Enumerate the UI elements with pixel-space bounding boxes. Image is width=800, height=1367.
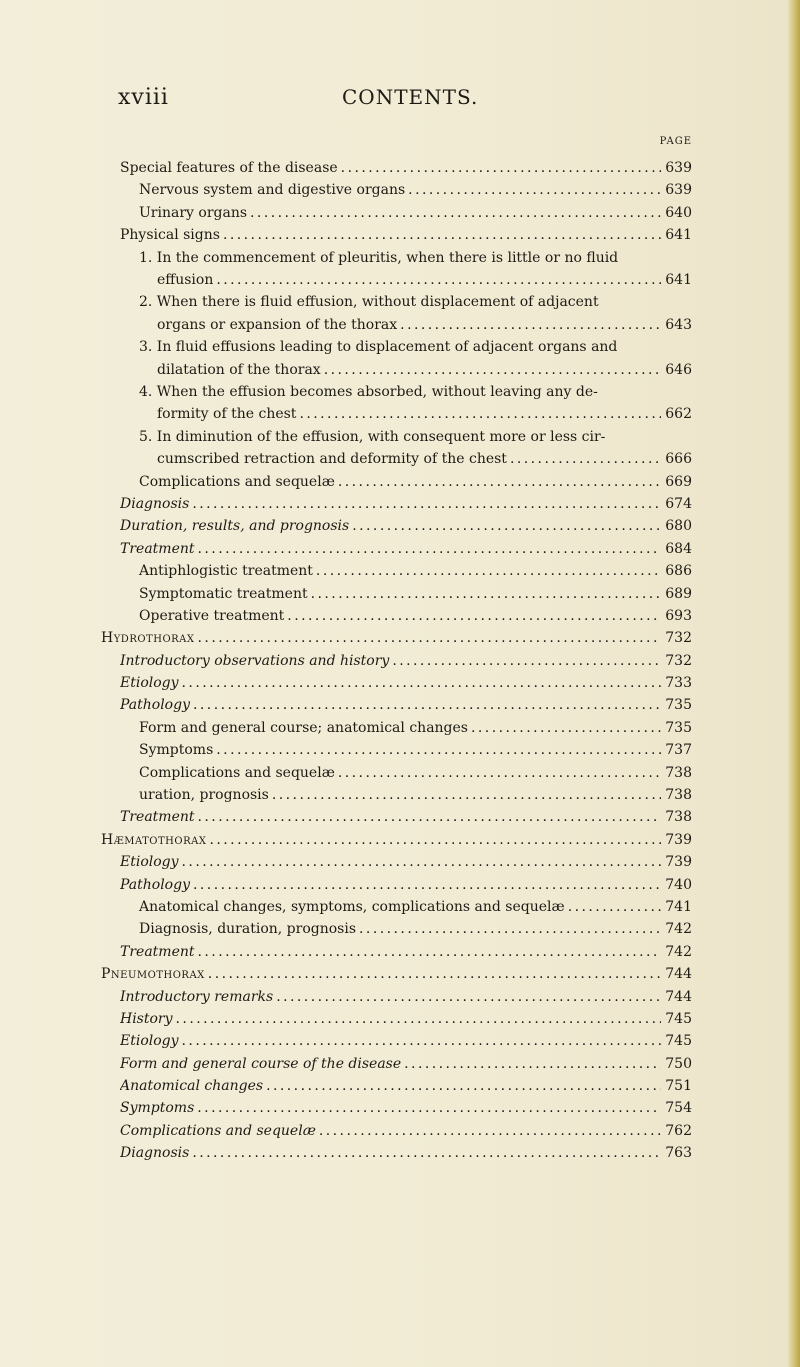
toc-entry-page: 643 xyxy=(665,316,692,333)
toc-entry-title: Hydrothorax xyxy=(101,630,195,647)
toc-entry xyxy=(120,1097,692,1119)
toc-entry-title: Complications and sequelæ xyxy=(139,764,335,781)
toc-entry-page: 666 xyxy=(665,451,692,468)
toc-entry-title: 3. In fluid effusions leading to displacement of adjacent organs and xyxy=(139,339,618,356)
toc-entry xyxy=(120,874,692,896)
toc-entry-title: Nervous system and digestive organs xyxy=(139,182,406,199)
toc-entry-page: 646 xyxy=(665,361,692,378)
toc-entry-title: Operative treatment xyxy=(139,607,285,624)
dot-leader xyxy=(408,179,661,201)
contents-list xyxy=(101,157,692,1165)
toc-entry-page: 669 xyxy=(665,473,692,490)
page-edge xyxy=(788,0,800,1367)
toc-entry xyxy=(120,1142,692,1164)
toc-entry-page: 741 xyxy=(665,898,692,915)
toc-entry-title: Treatment xyxy=(120,540,195,557)
toc-entry-page: 763 xyxy=(665,1145,692,1162)
toc-entry-page: 735 xyxy=(665,697,692,714)
toc-entry-title: Etiology xyxy=(120,854,179,871)
toc-entry-title: Introductory remarks xyxy=(120,988,274,1005)
dot-leader xyxy=(208,963,661,985)
toc-entry xyxy=(120,157,692,179)
toc-entry xyxy=(120,650,692,672)
toc-entry-title-continued: dilatation of the thorax xyxy=(157,361,321,378)
toc-entry xyxy=(120,784,692,806)
toc-entry-page: 641 xyxy=(665,227,692,244)
dot-leader xyxy=(404,1053,661,1075)
toc-entry-page: 732 xyxy=(665,652,692,669)
toc-entry-title: Treatment xyxy=(120,943,195,960)
toc-entry-title: 5. In diminution of the effusion, with consequent more or less cir- xyxy=(139,428,606,445)
toc-entry xyxy=(101,963,692,985)
toc-entry-page: 684 xyxy=(665,540,692,557)
dot-leader xyxy=(272,784,661,806)
dot-leader xyxy=(193,874,661,896)
dot-leader xyxy=(359,918,661,940)
toc-entry-page: 686 xyxy=(665,563,692,580)
dot-leader xyxy=(182,1030,661,1052)
dot-leader xyxy=(338,471,661,493)
toc-entry-title: 2. When there is fluid effusion, without displacement of adjacent xyxy=(139,294,599,311)
toc-entry xyxy=(120,1075,692,1097)
toc-entry-page: 689 xyxy=(665,585,692,602)
toc-entry xyxy=(120,941,692,963)
toc-entry xyxy=(120,918,692,940)
toc-entry xyxy=(120,381,692,426)
toc-entry-page: 674 xyxy=(665,495,692,512)
toc-entry-title-continued: formity of the chest xyxy=(157,406,297,423)
toc-entry-page: 732 xyxy=(665,630,692,647)
toc-entry-title: Special features of the disease xyxy=(120,160,338,176)
toc-entry xyxy=(120,247,692,292)
dot-leader xyxy=(276,986,661,1008)
toc-entry-title: Treatment xyxy=(120,809,195,826)
toc-entry-page: 693 xyxy=(665,607,692,624)
toc-entry-page: 750 xyxy=(665,1055,692,1072)
toc-entry xyxy=(120,739,692,761)
toc-entry-title: Symptoms xyxy=(120,1100,195,1117)
toc-entry xyxy=(120,717,692,739)
toc-entry-title: Symptoms xyxy=(139,742,214,759)
toc-entry xyxy=(120,426,692,471)
dot-leader xyxy=(510,448,661,470)
toc-entry xyxy=(120,224,692,246)
toc-entry-page: 742 xyxy=(665,921,692,938)
toc-entry-title: Symptomatic treatment xyxy=(139,585,308,602)
toc-entry-page: 738 xyxy=(665,809,692,826)
toc-entry xyxy=(120,538,692,560)
toc-entry xyxy=(120,560,692,582)
toc-entry-title: uration, prognosis xyxy=(139,787,269,804)
dot-leader xyxy=(287,605,661,627)
dot-leader xyxy=(192,1142,661,1164)
dot-leader xyxy=(266,1075,661,1097)
toc-entry xyxy=(120,851,692,873)
toc-entry-page: 735 xyxy=(665,719,692,736)
toc-entry-page: 744 xyxy=(665,966,692,983)
toc-entry-title: Urinary organs xyxy=(139,204,248,221)
toc-entry-title: Form and general course of the disease xyxy=(120,1055,402,1072)
toc-entry xyxy=(120,896,692,918)
dot-leader xyxy=(176,1008,661,1030)
toc-entry-page: 737 xyxy=(665,742,692,759)
toc-entry xyxy=(120,672,692,694)
dot-leader xyxy=(216,739,661,761)
dot-leader xyxy=(198,806,662,828)
toc-entry-page: 740 xyxy=(665,876,692,893)
toc-entry-title: 4. When the effusion becomes absorbed, without leaving any de- xyxy=(139,383,598,400)
dot-leader xyxy=(182,672,661,694)
toc-entry xyxy=(120,1120,692,1142)
toc-entry-title: Etiology xyxy=(120,1033,179,1050)
toc-entry xyxy=(120,583,692,605)
toc-entry xyxy=(120,806,692,828)
toc-entry xyxy=(120,515,692,537)
dot-leader xyxy=(192,493,661,515)
page-title: CONTENTS. xyxy=(342,85,479,109)
toc-entry-page: 739 xyxy=(665,831,692,848)
dot-leader xyxy=(316,560,661,582)
dot-leader xyxy=(198,941,662,963)
dot-leader xyxy=(324,359,661,381)
toc-entry-title: Physical signs xyxy=(120,227,220,244)
dot-leader xyxy=(311,583,661,605)
toc-entry-page: 639 xyxy=(665,160,692,176)
dot-leader xyxy=(568,896,661,918)
toc-entry-title-continued: effusion xyxy=(157,271,214,288)
dot-leader xyxy=(197,1097,661,1119)
toc-entry-title: Form and general course; anatomical changes xyxy=(139,719,468,736)
toc-entry xyxy=(120,1030,692,1052)
toc-entry-title: Diagnosis xyxy=(120,1145,190,1162)
running-head xyxy=(0,85,800,115)
toc-entry-page: 680 xyxy=(665,518,692,535)
toc-entry-page: 744 xyxy=(665,988,692,1005)
toc-entry xyxy=(120,493,692,515)
toc-entry-title-continued: cumscribed retraction and deformity of the chest xyxy=(157,451,507,468)
toc-entry-page: 662 xyxy=(665,406,692,423)
dot-leader xyxy=(216,269,661,291)
dot-leader xyxy=(223,224,661,246)
toc-entry-page: 639 xyxy=(665,182,692,199)
toc-entry xyxy=(120,1053,692,1075)
toc-entry-page: 733 xyxy=(665,675,692,692)
toc-entry-page: 739 xyxy=(665,854,692,871)
dot-leader xyxy=(198,627,661,649)
toc-entry xyxy=(120,291,692,336)
toc-entry-title-continued: organs or expansion of the thorax xyxy=(157,316,398,333)
toc-entry-page: 738 xyxy=(665,787,692,804)
toc-entry xyxy=(120,471,692,493)
toc-entry-title: Pathology xyxy=(120,876,190,893)
toc-entry-title: 1. In the commencement of pleuritis, when there is little or no fluid xyxy=(139,249,619,266)
toc-entry-title: Pneumothorax xyxy=(101,966,205,983)
toc-entry-title: Pathology xyxy=(120,697,190,714)
toc-entry-page: 762 xyxy=(665,1122,692,1139)
dot-leader xyxy=(392,650,661,672)
toc-entry-title: Etiology xyxy=(120,675,179,692)
toc-entry xyxy=(120,1008,692,1030)
toc-entry-title: Hæmatothorax xyxy=(101,831,207,848)
toc-entry-title: Diagnosis xyxy=(120,495,190,512)
page-number: xviii xyxy=(118,85,169,110)
dot-leader xyxy=(341,157,661,179)
toc-entry-page: 640 xyxy=(665,204,692,221)
toc-entry xyxy=(120,694,692,716)
toc-entry-title: Duration, results, and prognosis xyxy=(120,518,350,535)
dot-leader xyxy=(209,829,661,851)
toc-entry-page: 745 xyxy=(665,1010,692,1027)
toc-entry xyxy=(101,627,692,649)
toc-entry-title: Antiphlogistic treatment xyxy=(139,563,313,580)
toc-entry-title: Diagnosis, duration, prognosis xyxy=(139,921,357,938)
dot-leader xyxy=(400,314,661,336)
dot-leader xyxy=(299,403,661,425)
toc-entry xyxy=(120,336,692,381)
dot-leader xyxy=(352,515,661,537)
toc-entry-title: Complications and sequelæ xyxy=(120,1122,316,1139)
dot-leader xyxy=(250,202,661,224)
dot-leader xyxy=(319,1120,661,1142)
toc-entry-title: Anatomical changes, symptoms, complications and sequelæ xyxy=(139,898,565,915)
page-column-label: PAGE xyxy=(659,136,692,147)
toc-entry-page: 745 xyxy=(665,1033,692,1050)
toc-entry-page: 738 xyxy=(665,764,692,781)
toc-entry-page: 641 xyxy=(665,271,692,288)
toc-entry-title: Anatomical changes xyxy=(120,1078,264,1095)
toc-entry xyxy=(120,986,692,1008)
toc-entry-title: Complications and sequelæ xyxy=(139,473,335,490)
dot-leader xyxy=(471,717,661,739)
toc-entry-page: 754 xyxy=(665,1100,692,1117)
dot-leader xyxy=(338,762,661,784)
dot-leader xyxy=(198,538,662,560)
dot-leader xyxy=(193,694,661,716)
toc-entry xyxy=(120,762,692,784)
toc-entry xyxy=(101,829,692,851)
toc-entry xyxy=(120,179,692,201)
toc-entry-page: 742 xyxy=(665,943,692,960)
toc-entry-title: Introductory observations and history xyxy=(120,652,390,669)
dot-leader xyxy=(182,851,661,873)
toc-entry-page: 751 xyxy=(665,1078,692,1095)
toc-entry-title: History xyxy=(120,1010,173,1027)
toc-entry xyxy=(120,605,692,627)
toc-entry xyxy=(120,202,692,224)
